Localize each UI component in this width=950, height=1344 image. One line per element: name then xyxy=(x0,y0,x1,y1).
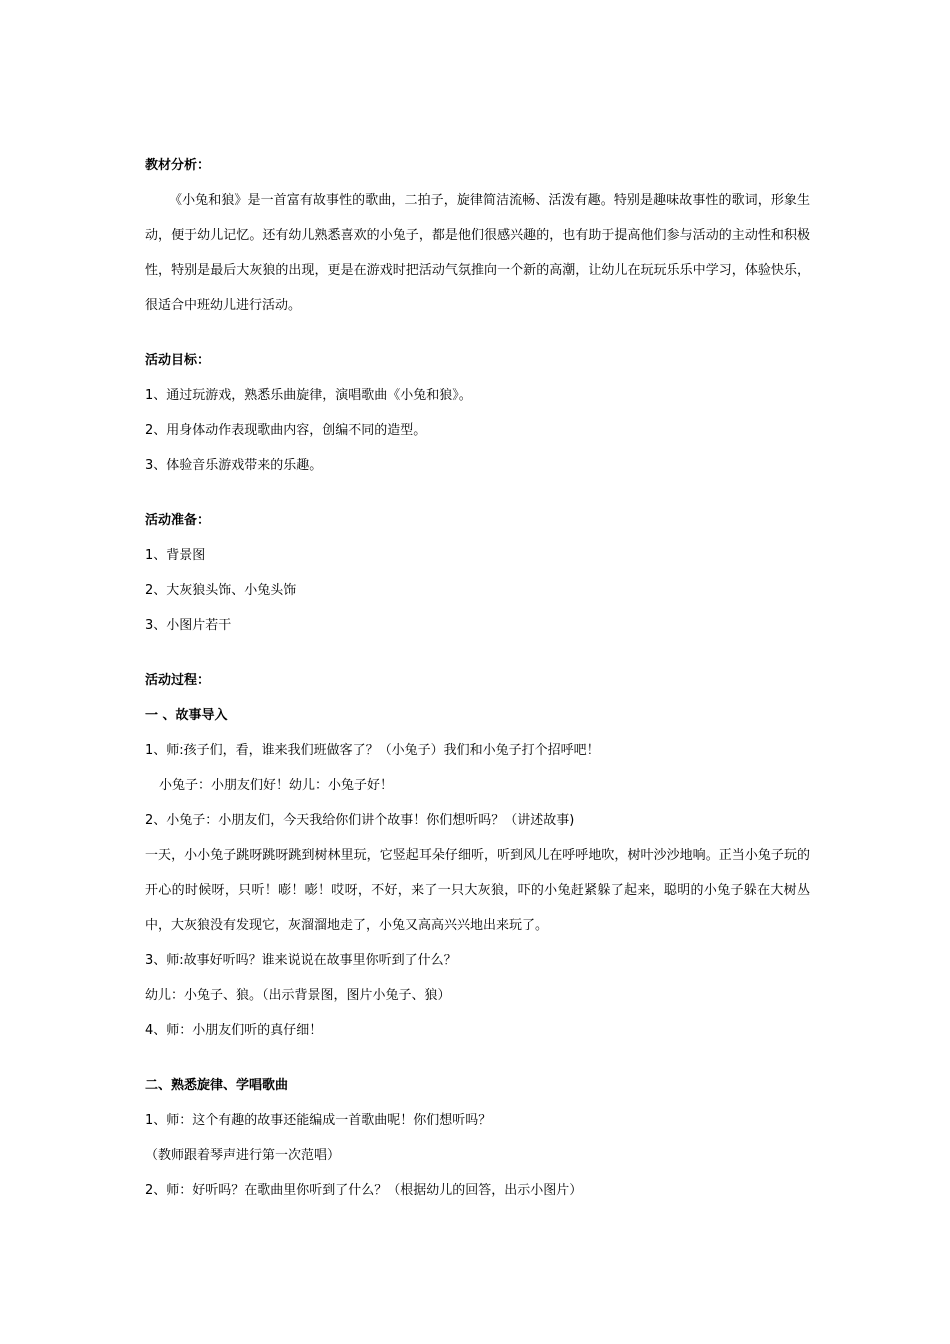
process-line: 幼儿：小兔子、狼。（出示背景图，图片小兔子、狼） xyxy=(145,988,451,1003)
spacer xyxy=(145,323,810,343)
spacer xyxy=(145,483,810,503)
process-line: 1、师:孩子们，看，谁来我们班做客了？（小兔子）我们和小兔子打个招呼吧！ xyxy=(145,743,600,758)
process-line: 2、师：好听吗？在歌曲里你听到了什么？（根据幼儿的回答，出示小图片） xyxy=(145,1183,583,1198)
goal-item: 1、通过玩游戏，熟悉乐曲旋律，演唱歌曲《小兔和狼》。 xyxy=(145,388,472,403)
section-heading-activity-goals: 活动目标： xyxy=(145,353,211,368)
process-line: 2、小兔子：小朋友们，今天我给你们讲个故事！你们想听吗？（讲述故事) xyxy=(145,813,575,828)
section-heading-activity-process: 活动过程： xyxy=(145,673,211,688)
spacer xyxy=(145,643,810,663)
preparation-item: 2、大灰狼头饰、小兔头饰 xyxy=(145,583,297,598)
process-line: 1、师：这个有趣的故事还能编成一首歌曲呢！你们想听吗？ xyxy=(145,1113,492,1128)
preparation-item: 1、背景图 xyxy=(145,548,206,563)
spacer xyxy=(145,1048,810,1068)
process-line: 3、师:故事好听吗？谁来说说在故事里你听到了什么？ xyxy=(145,953,457,968)
subheading-melody-learning: 二、熟悉旋律、学唱歌曲 xyxy=(145,1078,289,1093)
section-heading-activity-preparation: 活动准备： xyxy=(145,513,211,528)
process-line: 小兔子：小朋友们好！幼儿：小兔子好！ xyxy=(159,778,394,793)
process-line: （教师跟着琴声进行第一次范唱） xyxy=(145,1148,341,1163)
goal-item: 3、体验音乐游戏带来的乐趣。 xyxy=(145,458,323,473)
story-paragraph: 一天，小小兔子跳呀跳呀跳到树林里玩，它竖起耳朵仔细听，听到风儿在呼呼地吹，树叶沙沙地响。正当小兔子玩的开心的时候呀，只听！嘭！嘭！哎呀，不好，来了一只大灰狼，吓的小兔赶紧躲了起来，聪明的小兔子躲在大树丛中，大灰狼没有发现它，灰溜溜地走了，小兔又高高兴兴地出来玩了。 xyxy=(145,848,810,933)
goal-item: 2、用身体动作表现歌曲内容，创编不同的造型。 xyxy=(145,423,427,438)
document-page xyxy=(145,148,810,1208)
preparation-item: 3、小图片若干 xyxy=(145,618,232,633)
subheading-story-intro: 一 、故事导入 xyxy=(145,708,228,723)
process-line: 4、师：小朋友们听的真仔细！ xyxy=(145,1023,323,1038)
section-heading-material-analysis: 教材分析： xyxy=(145,158,211,173)
material-analysis-paragraph: 《小兔和狼》是一首富有故事性的歌曲，二拍子，旋律简洁流畅、活泼有趣。特别是趣味故事性的歌词，形象生动，便于幼儿记忆。还有幼儿熟悉喜欢的小兔子，都是他们很感兴趣的，也有助于提高他们参与活动的主动性和积极性，特别是最后大灰狼的出现，更是在游戏时把活动气氛推向一个新的高潮，让幼儿在玩玩乐乐中学习，体验快乐，很适合中班幼儿进行活动。 xyxy=(145,193,810,313)
